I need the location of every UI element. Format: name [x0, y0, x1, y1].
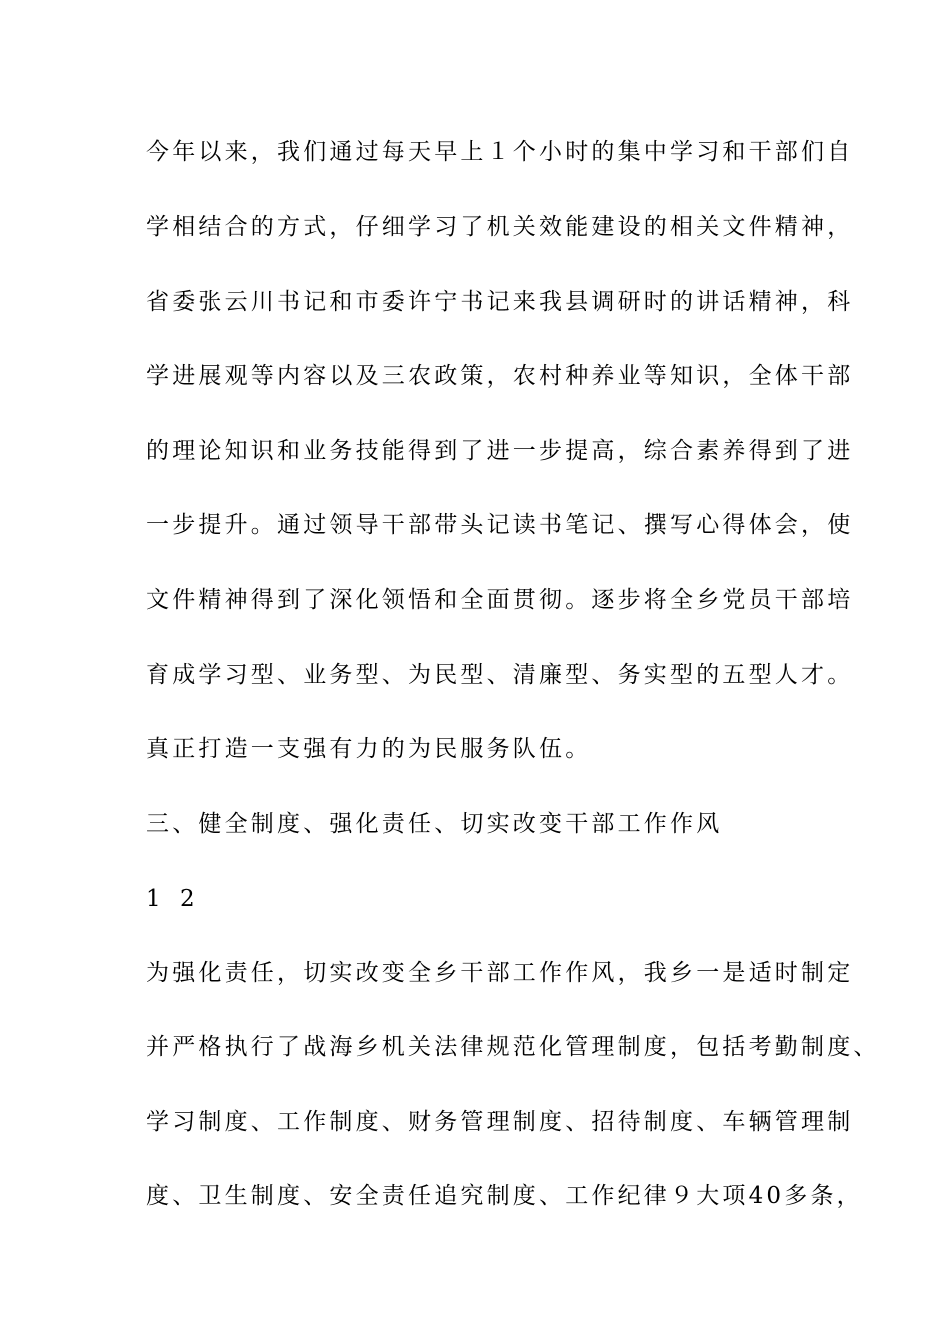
paragraph-1-line-9: 真正打造一支强有力的为民服务队伍。 — [146, 736, 592, 762]
paragraph-2-line-2: 并严格执行了战海乡机关法律规范化管理制度，包括考勤制度、 — [146, 1034, 880, 1060]
paragraph-2-line-1: 为强化责任，切实改变全乡干部工作作风，我乡一是适时制定 — [146, 960, 854, 986]
paragraph-2-line-4: 度、卫生制度、安全责任追究制度、工作纪律９大项40多条， — [146, 1183, 863, 1209]
page-number: 1 2 — [146, 886, 201, 912]
paragraph-1-line-3: 省委张云川书记和市委许宁书记来我县调研时的讲话精神，科 — [146, 289, 854, 315]
section-heading: 三、健全制度、强化责任、切实改变干部工作作风 — [146, 811, 723, 837]
paragraph-1-line-2: 学相结合的方式，仔细学习了机关效能建设的相关文件精神， — [146, 214, 854, 240]
paragraph-1-line-6: 一步提升。通过领导干部带头记读书笔记、撰写心得体会，使 — [146, 512, 854, 538]
paragraph-2-line-3: 学习制度、工作制度、财务管理制度、招待制度、车辆管理制 — [146, 1109, 854, 1135]
paragraph-1-line-7: 文件精神得到了深化领悟和全面贯彻。逐步将全乡党员干部培 — [146, 587, 854, 613]
paragraph-1-line-8: 育成学习型、业务型、为民型、清廉型、务实型的五型人才。 — [146, 662, 854, 688]
paragraph-1-line-4: 学进展观等内容以及三农政策，农村种养业等知识，全体干部 — [146, 363, 854, 389]
paragraph-1-line-1: 今年以来，我们通过每天早上１个小时的集中学习和干部们自 — [146, 139, 854, 165]
paragraph-1-line-5: 的理论知识和业务技能得到了进一步提高，综合素养得到了进 — [146, 438, 854, 464]
